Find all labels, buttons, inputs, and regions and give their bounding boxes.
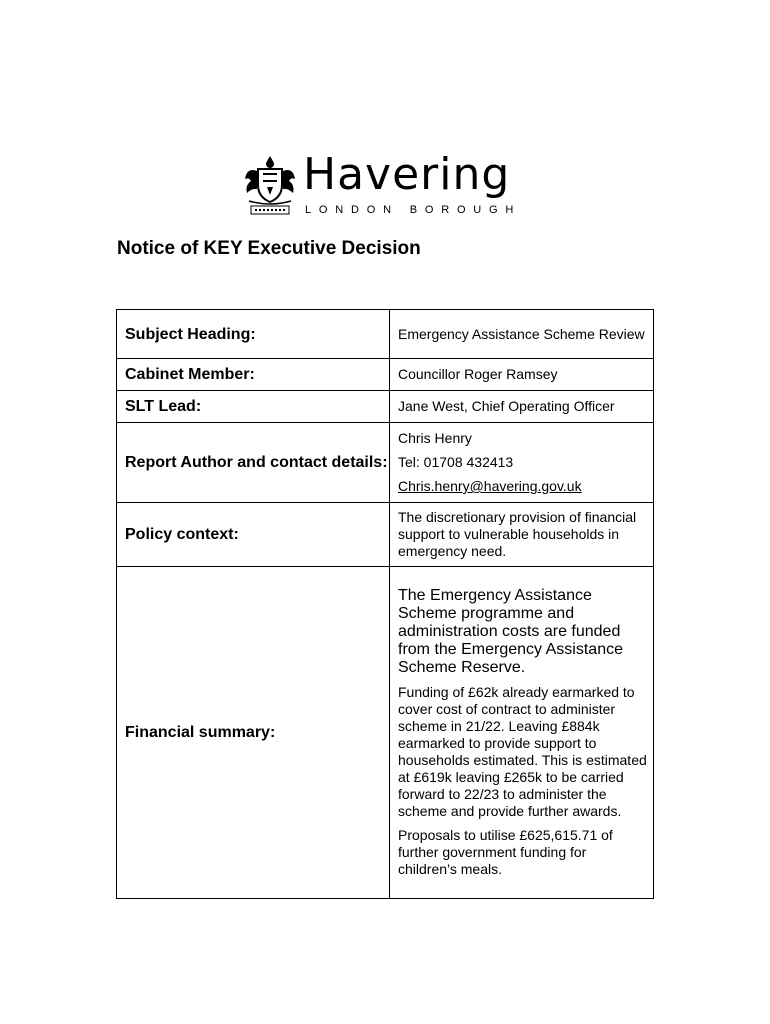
cabinet-member-label: Cabinet Member: (117, 359, 390, 391)
cabinet-member-value: Councillor Roger Ramsey (390, 359, 654, 391)
table-row (117, 567, 654, 899)
report-author-cell (390, 423, 654, 503)
financial-summary-cell (390, 567, 654, 899)
financial-summary-paragraph: The Emergency Assistance Scheme programme and administration costs are funded from the Emergency Assistance Scheme Reserve. (398, 587, 623, 676)
author-email-link[interactable]: Chris.henry@havering.gov.uk (398, 478, 582, 494)
table-row (117, 391, 654, 423)
financial-summary-paragraph: Proposals to utilise £625,615.71 of further government funding for children’s meals. (398, 827, 613, 877)
author-name: Chris Henry (398, 430, 472, 446)
financial-summary-label: Financial summary: (117, 567, 390, 899)
subject-heading-value: Emergency Assistance Scheme Review (390, 310, 654, 359)
report-author-label: Report Author and contact details: (117, 423, 390, 503)
logo-wordmark: Havering (303, 149, 511, 200)
subject-heading-label: Subject Heading: (117, 310, 390, 359)
page-title: Notice of KEY Executive Decision (117, 238, 421, 259)
table-row (117, 310, 654, 359)
table-row (117, 423, 654, 503)
financial-summary-paragraph: Funding of £62k already earmarked to cover cost of contract to administer scheme in 21/22. Leaving £884k earmarked to provide support to households estimated. This is estimated at £619k leaving £265k to be carried forward to 22/23 to administer the scheme and provide further awards. (398, 684, 647, 819)
table-row (117, 503, 654, 567)
decision-table (116, 309, 654, 899)
havering-logo (243, 149, 523, 219)
coat-of-arms-icon (243, 155, 297, 217)
table-row (117, 359, 654, 391)
author-telephone: Tel: 01708 432413 (398, 454, 514, 470)
logo-subtitle: LONDON BOROUGH (305, 204, 522, 216)
policy-context-value: The discretionary provision of financial support to vulnerable households in emergency need. (390, 503, 654, 567)
slt-lead-value: Jane West, Chief Operating Officer (390, 391, 654, 423)
slt-lead-label: SLT Lead: (117, 391, 390, 423)
policy-context-label: Policy context: (117, 503, 390, 567)
